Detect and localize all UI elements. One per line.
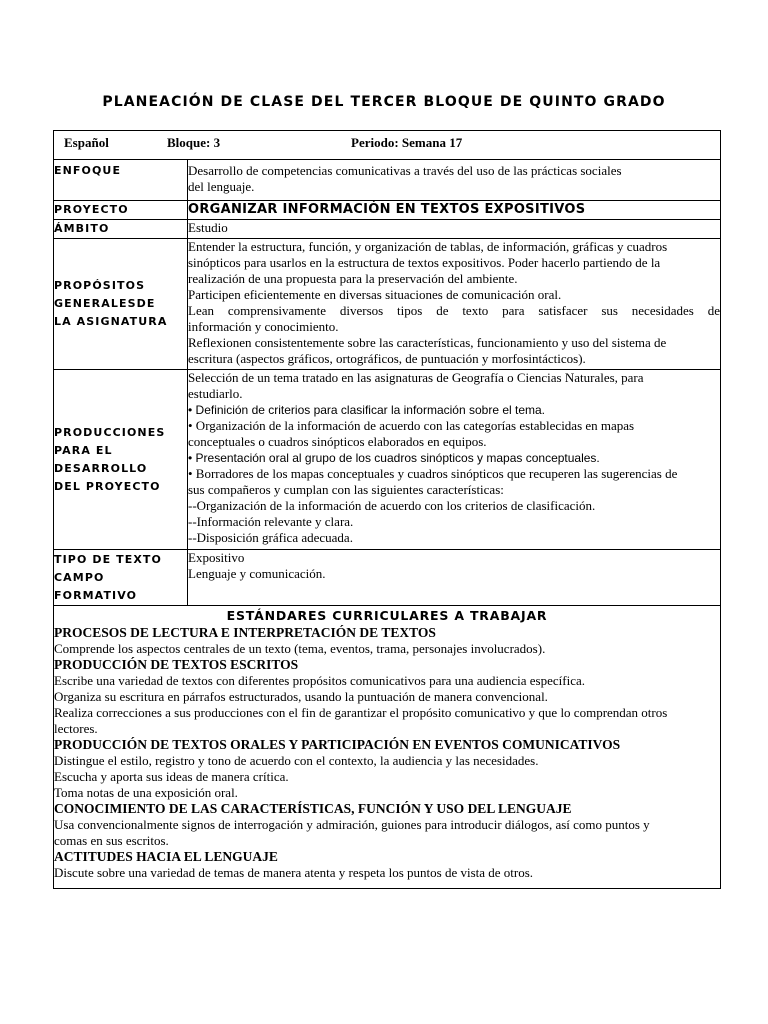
propositos-label: PROPÓSITOS GENERALESDE LA ASIGNATURA [54,239,188,370]
text-line: estudiarlo. [188,386,243,401]
tipo-text [188,550,721,606]
standard-heading: PRODUCCIÓN DE TEXTOS ORALES Y PARTICIPACIÓN EN EVENTOS COMUNICATIVOS [54,737,621,752]
text-line: • Borradores de los mapas conceptuales y cuadros sinópticos que recuperen las sugerencias de [188,466,678,481]
text-line: Desarrollo de competencias comunicativas a través del uso de las prácticas sociales [188,163,622,178]
text-line: información y conocimiento. [188,319,339,334]
text-line: --Disposición gráfica adecuada. [188,530,353,545]
standard-item: Toma notas de una exposición oral. [54,785,238,800]
text-line: escritura (aspectos gráficos, ortográficos, de puntuación y morfosintácticos). [188,351,586,366]
document-title: PLANEACIÓN DE CLASE DEL TERCER BLOQUE DE QUINTO GRADO [102,94,666,110]
standard-item: comas en sus escritos. [54,833,169,848]
text-line: • Organización de la información de acuerdo con las categorías establecidas en mapas [188,418,635,433]
enfoque-label: ENFOQUE [54,160,188,201]
lesson-plan-table [53,130,721,889]
text-line: Participen eficientemente en diversas situaciones de comunicación oral. [188,287,562,302]
text-line: sus compañeros y cumplan con las siguientes características: [188,482,504,497]
text-line: del lenguaje. [188,179,255,194]
standard-heading: ACTITUDES HACIA EL LENGUAJE [54,849,278,864]
standard-item: Escucha y aporta sus ideas de manera crítica. [54,769,289,784]
standard-item: Comprende los aspectos centrales de un texto (tema, eventos, trama, personajes involucrados). [54,641,546,656]
ambito-row [54,220,721,239]
standard-heading: PROCESOS DE LECTURA E INTERPRETACIÓN DE TEXTOS [54,625,436,640]
text-line: Entender la estructura, función, y organización de tablas, de información, gráficas y cuadros [188,239,668,254]
text-line: Expositivo [188,550,245,565]
propositos-text [188,239,721,370]
proyecto-label: PROYECTO [54,201,188,220]
text-line: --Información relevante y clara. [188,514,354,529]
enfoque-text [188,160,721,201]
text-line: sinópticos para usarlos en la estructura de textos expositivos. Poder hacerlo partiendo de la [188,255,661,270]
text-line: Lenguaje y comunicación. [188,566,326,581]
text-line: Reflexionen consistentemente sobre las características, funcionamiento y uso del sistema de [188,335,667,350]
ambito-label: ÁMBITO [54,220,188,239]
proyecto-row [54,201,721,220]
text-line: Selección de un tema tratado en las asignaturas de Geografía o Ciencias Naturales, para [188,370,644,385]
header-row [54,131,721,160]
standards-row [54,606,721,889]
standard-item: Realiza correcciones a sus producciones con el fin de garantizar el propósito comunicativo y que lo comprendan otros [54,705,668,720]
block-label: Bloque: 3 [167,135,221,150]
producciones-row [54,370,721,550]
standard-item: Discute sobre una variedad de temas de manera atenta y respeta los puntos de vista de otros. [54,865,534,880]
standard-heading: CONOCIMIENTO DE LAS CARACTERÍSTICAS, FUNCIÓN Y USO DEL LENGUAJE [54,801,572,816]
text-line: conceptuales o cuadros sinópticos elaborados en equipos. [188,434,487,449]
standard-item: Distingue el estilo, registro y tono de acuerdo con el contexto, la audiencia y las necesidades. [54,753,539,768]
text-line: --Organización de la información de acuerdo con los criterios de clasificación. [188,498,596,513]
tipo-row [54,550,721,606]
standards-list [54,625,720,881]
producciones-label: PRODUCCIONES PARA EL DESARROLLO DEL PROYECTO [54,370,188,550]
text-line: • Presentación oral al grupo de los cuadros sinópticos y mapas conceptuales. [188,451,600,465]
standard-item: lectores. [54,721,98,736]
text-line: Lean comprensivamente diversos tipos de texto para satisfacer sus necesidades de [188,303,720,318]
standard-item: Usa convencionalmente signos de interrogación y admiración, guiones para introducir diálogos, así como puntos y [54,817,650,832]
text-line: • Definición de criterios para clasificar la información sobre el tema. [188,403,546,417]
standard-item: Organiza su escritura en párrafos estructurados, usando la puntuación de manera convencional. [54,689,548,704]
propositos-row [54,239,721,370]
producciones-text [188,370,721,550]
tipo-label: TIPO DE TEXTO CAMPO FORMATIVO [54,550,188,606]
standard-item: Escribe una variedad de textos con diferentes propósitos comunicativos para una audiencia específica. [54,673,585,688]
enfoque-row [54,160,721,201]
proyecto-title: ORGANIZAR INFORMACIÓN EN TEXTOS EXPOSITIVOS [188,201,721,220]
standards-section [54,606,721,889]
period-label: Periodo: Semana 17 [351,135,463,150]
subject-label: Español [64,135,109,150]
ambito-text: Estudio [188,220,721,239]
standard-heading: PRODUCCIÓN DE TEXTOS ESCRITOS [54,657,299,672]
text-line: realización de una propuesta para la preservación del ambiente. [188,271,518,286]
standards-title: ESTÁNDARES CURRICULARES A TRABAJAR [226,608,548,623]
